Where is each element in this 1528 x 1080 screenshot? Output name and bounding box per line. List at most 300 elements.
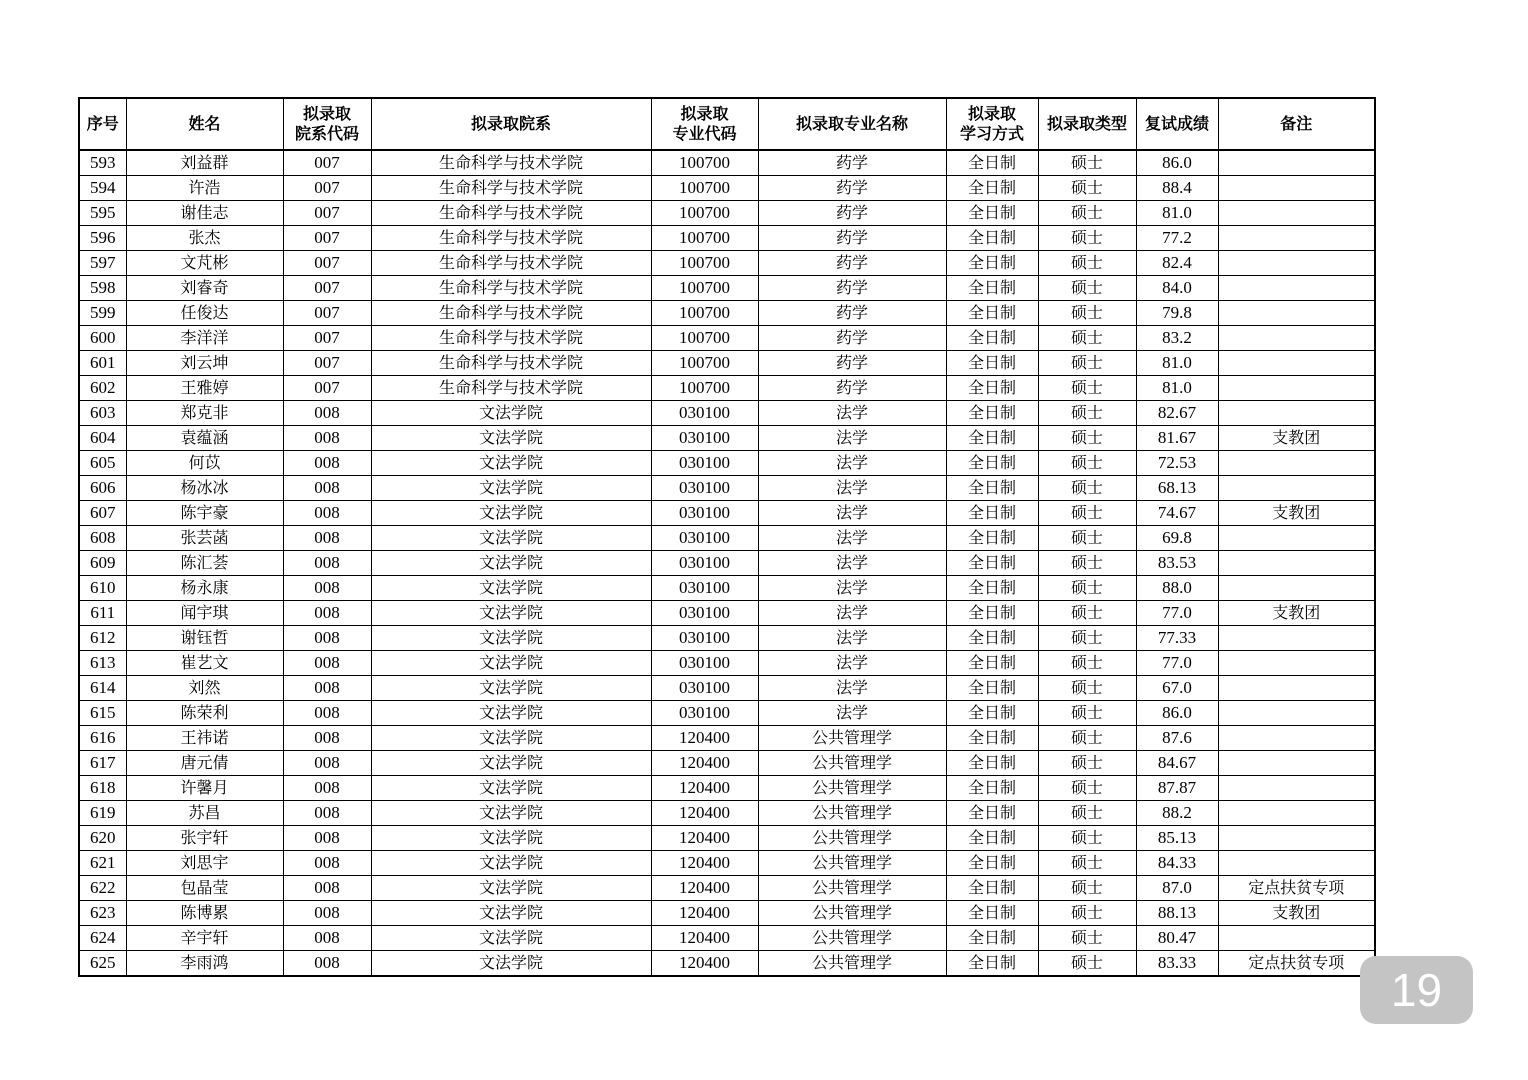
cell-name: 任俊达 xyxy=(126,301,283,326)
cell-seq: 596 xyxy=(79,226,126,251)
cell-dept: 文法学院 xyxy=(371,751,651,776)
cell-name: 杨永康 xyxy=(126,576,283,601)
cell-dept: 生命科学与技术学院 xyxy=(371,326,651,351)
cell-type: 硕士 xyxy=(1038,626,1136,651)
cell-note xyxy=(1218,351,1375,376)
cell-major_code: 030100 xyxy=(651,601,758,626)
cell-type: 硕士 xyxy=(1038,476,1136,501)
table-row xyxy=(79,576,1375,601)
table-row xyxy=(79,801,1375,826)
cell-seq: 619 xyxy=(79,801,126,826)
cell-mode: 全日制 xyxy=(946,150,1038,176)
cell-seq: 621 xyxy=(79,851,126,876)
cell-major_code: 030100 xyxy=(651,401,758,426)
cell-mode: 全日制 xyxy=(946,851,1038,876)
cell-type: 硕士 xyxy=(1038,426,1136,451)
cell-dept: 文法学院 xyxy=(371,501,651,526)
cell-note xyxy=(1218,626,1375,651)
cell-score: 68.13 xyxy=(1136,476,1218,501)
cell-score: 77.0 xyxy=(1136,601,1218,626)
table-row xyxy=(79,701,1375,726)
cell-type: 硕士 xyxy=(1038,326,1136,351)
table-row xyxy=(79,501,1375,526)
cell-dept: 文法学院 xyxy=(371,651,651,676)
cell-mode: 全日制 xyxy=(946,676,1038,701)
cell-seq: 623 xyxy=(79,901,126,926)
cell-dept: 生命科学与技术学院 xyxy=(371,351,651,376)
cell-mode: 全日制 xyxy=(946,376,1038,401)
table-row xyxy=(79,176,1375,201)
cell-major_code: 120400 xyxy=(651,951,758,977)
cell-note xyxy=(1218,451,1375,476)
cell-note xyxy=(1218,376,1375,401)
column-header-score: 复试成绩 xyxy=(1136,98,1218,150)
cell-type: 硕士 xyxy=(1038,776,1136,801)
cell-score: 81.0 xyxy=(1136,351,1218,376)
cell-dept: 文法学院 xyxy=(371,576,651,601)
cell-major: 法学 xyxy=(758,626,946,651)
cell-mode: 全日制 xyxy=(946,876,1038,901)
cell-dept_code: 008 xyxy=(283,726,371,751)
cell-type: 硕士 xyxy=(1038,301,1136,326)
cell-seq: 594 xyxy=(79,176,126,201)
column-header-mode: 拟录取 学习方式 xyxy=(946,98,1038,150)
cell-name: 刘云坤 xyxy=(126,351,283,376)
table-row xyxy=(79,251,1375,276)
cell-type: 硕士 xyxy=(1038,901,1136,926)
cell-dept: 生命科学与技术学院 xyxy=(371,226,651,251)
cell-score: 88.0 xyxy=(1136,576,1218,601)
cell-name: 陈荣利 xyxy=(126,701,283,726)
cell-mode: 全日制 xyxy=(946,426,1038,451)
cell-score: 86.0 xyxy=(1136,150,1218,176)
cell-type: 硕士 xyxy=(1038,601,1136,626)
cell-type: 硕士 xyxy=(1038,226,1136,251)
cell-dept: 生命科学与技术学院 xyxy=(371,176,651,201)
table-row xyxy=(79,401,1375,426)
cell-mode: 全日制 xyxy=(946,551,1038,576)
cell-major: 法学 xyxy=(758,651,946,676)
cell-dept: 文法学院 xyxy=(371,701,651,726)
column-header-note: 备注 xyxy=(1218,98,1375,150)
cell-major: 法学 xyxy=(758,451,946,476)
cell-mode: 全日制 xyxy=(946,301,1038,326)
cell-dept_code: 008 xyxy=(283,776,371,801)
cell-major: 药学 xyxy=(758,226,946,251)
cell-seq: 598 xyxy=(79,276,126,301)
cell-note xyxy=(1218,776,1375,801)
cell-name: 王雅婷 xyxy=(126,376,283,401)
table-row xyxy=(79,276,1375,301)
cell-major_code: 100700 xyxy=(651,351,758,376)
cell-score: 82.4 xyxy=(1136,251,1218,276)
cell-name: 王祎诺 xyxy=(126,726,283,751)
cell-major: 药学 xyxy=(758,251,946,276)
cell-major: 法学 xyxy=(758,401,946,426)
cell-type: 硕士 xyxy=(1038,351,1136,376)
cell-note xyxy=(1218,276,1375,301)
cell-major: 法学 xyxy=(758,601,946,626)
cell-mode: 全日制 xyxy=(946,351,1038,376)
cell-dept_code: 008 xyxy=(283,676,371,701)
cell-note xyxy=(1218,226,1375,251)
cell-major: 药学 xyxy=(758,351,946,376)
cell-score: 81.0 xyxy=(1136,201,1218,226)
cell-dept_code: 008 xyxy=(283,451,371,476)
cell-note xyxy=(1218,751,1375,776)
cell-type: 硕士 xyxy=(1038,501,1136,526)
cell-seq: 605 xyxy=(79,451,126,476)
cell-dept: 文法学院 xyxy=(371,951,651,977)
cell-dept_code: 008 xyxy=(283,601,371,626)
cell-dept: 文法学院 xyxy=(371,926,651,951)
cell-dept_code: 007 xyxy=(283,150,371,176)
cell-dept: 文法学院 xyxy=(371,551,651,576)
cell-seq: 602 xyxy=(79,376,126,401)
cell-score: 85.13 xyxy=(1136,826,1218,851)
cell-seq: 595 xyxy=(79,201,126,226)
cell-dept_code: 008 xyxy=(283,751,371,776)
table-body xyxy=(79,150,1375,976)
cell-major: 公共管理学 xyxy=(758,901,946,926)
cell-dept_code: 007 xyxy=(283,226,371,251)
cell-mode: 全日制 xyxy=(946,176,1038,201)
cell-major: 法学 xyxy=(758,426,946,451)
cell-major_code: 100700 xyxy=(651,251,758,276)
cell-dept_code: 008 xyxy=(283,826,371,851)
cell-major_code: 100700 xyxy=(651,376,758,401)
cell-type: 硕士 xyxy=(1038,726,1136,751)
table-row xyxy=(79,751,1375,776)
table-row xyxy=(79,551,1375,576)
cell-dept_code: 008 xyxy=(283,651,371,676)
table-row xyxy=(79,451,1375,476)
cell-dept: 文法学院 xyxy=(371,801,651,826)
table-row xyxy=(79,626,1375,651)
cell-seq: 612 xyxy=(79,626,126,651)
cell-type: 硕士 xyxy=(1038,401,1136,426)
cell-score: 81.0 xyxy=(1136,376,1218,401)
table-row xyxy=(79,150,1375,176)
cell-seq: 607 xyxy=(79,501,126,526)
cell-type: 硕士 xyxy=(1038,851,1136,876)
cell-score: 83.2 xyxy=(1136,326,1218,351)
cell-dept_code: 007 xyxy=(283,176,371,201)
table-row xyxy=(79,876,1375,901)
cell-name: 郑克非 xyxy=(126,401,283,426)
cell-dept_code: 007 xyxy=(283,251,371,276)
cell-major: 药学 xyxy=(758,276,946,301)
cell-score: 82.67 xyxy=(1136,401,1218,426)
cell-note xyxy=(1218,526,1375,551)
cell-seq: 617 xyxy=(79,751,126,776)
cell-dept: 文法学院 xyxy=(371,626,651,651)
cell-dept: 生命科学与技术学院 xyxy=(371,150,651,176)
cell-name: 张杰 xyxy=(126,226,283,251)
cell-name: 文芃彬 xyxy=(126,251,283,276)
cell-major_code: 120400 xyxy=(651,901,758,926)
cell-major_code: 100700 xyxy=(651,226,758,251)
cell-major_code: 030100 xyxy=(651,526,758,551)
cell-seq: 604 xyxy=(79,426,126,451)
cell-seq: 608 xyxy=(79,526,126,551)
cell-major_code: 120400 xyxy=(651,851,758,876)
cell-score: 79.8 xyxy=(1136,301,1218,326)
cell-note xyxy=(1218,551,1375,576)
cell-score: 84.33 xyxy=(1136,851,1218,876)
table-row xyxy=(79,726,1375,751)
cell-name: 辛宇轩 xyxy=(126,926,283,951)
cell-score: 88.2 xyxy=(1136,801,1218,826)
cell-mode: 全日制 xyxy=(946,276,1038,301)
column-header-seq: 序号 xyxy=(79,98,126,150)
cell-dept_code: 007 xyxy=(283,326,371,351)
cell-dept_code: 008 xyxy=(283,576,371,601)
cell-note xyxy=(1218,926,1375,951)
table-row xyxy=(79,526,1375,551)
cell-major_code: 030100 xyxy=(651,626,758,651)
cell-dept: 文法学院 xyxy=(371,901,651,926)
cell-dept_code: 008 xyxy=(283,551,371,576)
cell-name: 刘益群 xyxy=(126,150,283,176)
cell-score: 87.87 xyxy=(1136,776,1218,801)
cell-dept: 文法学院 xyxy=(371,526,651,551)
cell-major_code: 030100 xyxy=(651,651,758,676)
cell-score: 77.2 xyxy=(1136,226,1218,251)
cell-dept_code: 008 xyxy=(283,476,371,501)
admission-table xyxy=(78,97,1376,977)
cell-name: 谢钰哲 xyxy=(126,626,283,651)
cell-dept_code: 007 xyxy=(283,276,371,301)
cell-type: 硕士 xyxy=(1038,251,1136,276)
cell-note xyxy=(1218,251,1375,276)
cell-major_code: 120400 xyxy=(651,776,758,801)
cell-seq: 615 xyxy=(79,701,126,726)
cell-mode: 全日制 xyxy=(946,801,1038,826)
cell-major_code: 120400 xyxy=(651,726,758,751)
cell-seq: 599 xyxy=(79,301,126,326)
table-row xyxy=(79,201,1375,226)
cell-dept: 文法学院 xyxy=(371,601,651,626)
cell-seq: 613 xyxy=(79,651,126,676)
cell-note xyxy=(1218,301,1375,326)
cell-seq: 616 xyxy=(79,726,126,751)
cell-major_code: 030100 xyxy=(651,701,758,726)
cell-mode: 全日制 xyxy=(946,576,1038,601)
cell-major: 公共管理学 xyxy=(758,926,946,951)
table-row xyxy=(79,226,1375,251)
cell-mode: 全日制 xyxy=(946,701,1038,726)
table-row xyxy=(79,826,1375,851)
cell-type: 硕士 xyxy=(1038,951,1136,977)
cell-score: 69.8 xyxy=(1136,526,1218,551)
cell-name: 刘思宇 xyxy=(126,851,283,876)
cell-mode: 全日制 xyxy=(946,526,1038,551)
table-row xyxy=(79,651,1375,676)
table-row xyxy=(79,676,1375,701)
cell-score: 74.67 xyxy=(1136,501,1218,526)
cell-score: 86.0 xyxy=(1136,701,1218,726)
cell-type: 硕士 xyxy=(1038,176,1136,201)
cell-name: 陈宇豪 xyxy=(126,501,283,526)
cell-dept_code: 008 xyxy=(283,526,371,551)
cell-seq: 597 xyxy=(79,251,126,276)
cell-seq: 622 xyxy=(79,876,126,901)
cell-note xyxy=(1218,701,1375,726)
table-row xyxy=(79,901,1375,926)
cell-type: 硕士 xyxy=(1038,150,1136,176)
cell-name: 包晶莹 xyxy=(126,876,283,901)
cell-note xyxy=(1218,176,1375,201)
cell-major_code: 030100 xyxy=(651,426,758,451)
cell-type: 硕士 xyxy=(1038,701,1136,726)
cell-seq: 603 xyxy=(79,401,126,426)
cell-score: 87.6 xyxy=(1136,726,1218,751)
cell-dept: 生命科学与技术学院 xyxy=(371,201,651,226)
cell-mode: 全日制 xyxy=(946,951,1038,977)
cell-type: 硕士 xyxy=(1038,751,1136,776)
cell-type: 硕士 xyxy=(1038,376,1136,401)
cell-note xyxy=(1218,476,1375,501)
cell-score: 83.53 xyxy=(1136,551,1218,576)
cell-major: 药学 xyxy=(758,201,946,226)
column-header-major: 拟录取专业名称 xyxy=(758,98,946,150)
cell-mode: 全日制 xyxy=(946,326,1038,351)
table-row xyxy=(79,926,1375,951)
cell-major_code: 120400 xyxy=(651,801,758,826)
cell-note: 支教团 xyxy=(1218,601,1375,626)
table-row xyxy=(79,476,1375,501)
cell-type: 硕士 xyxy=(1038,926,1136,951)
cell-dept_code: 008 xyxy=(283,951,371,977)
cell-dept: 文法学院 xyxy=(371,851,651,876)
cell-major: 法学 xyxy=(758,576,946,601)
cell-name: 陈汇荟 xyxy=(126,551,283,576)
cell-seq: 601 xyxy=(79,351,126,376)
cell-dept: 文法学院 xyxy=(371,826,651,851)
cell-dept_code: 007 xyxy=(283,376,371,401)
table-row xyxy=(79,851,1375,876)
cell-mode: 全日制 xyxy=(946,226,1038,251)
cell-dept_code: 008 xyxy=(283,701,371,726)
cell-mode: 全日制 xyxy=(946,626,1038,651)
cell-note: 定点扶贫专项 xyxy=(1218,876,1375,901)
cell-dept: 文法学院 xyxy=(371,451,651,476)
cell-type: 硕士 xyxy=(1038,201,1136,226)
cell-type: 硕士 xyxy=(1038,801,1136,826)
cell-major: 公共管理学 xyxy=(758,726,946,751)
column-header-type: 拟录取类型 xyxy=(1038,98,1136,150)
cell-note xyxy=(1218,851,1375,876)
cell-score: 84.0 xyxy=(1136,276,1218,301)
cell-score: 83.33 xyxy=(1136,951,1218,977)
cell-name: 李洋洋 xyxy=(126,326,283,351)
cell-seq: 606 xyxy=(79,476,126,501)
cell-dept_code: 007 xyxy=(283,351,371,376)
table-row xyxy=(79,326,1375,351)
cell-seq: 609 xyxy=(79,551,126,576)
cell-score: 81.67 xyxy=(1136,426,1218,451)
cell-type: 硕士 xyxy=(1038,876,1136,901)
cell-note xyxy=(1218,801,1375,826)
cell-type: 硕士 xyxy=(1038,451,1136,476)
cell-major: 公共管理学 xyxy=(758,876,946,901)
table-row xyxy=(79,426,1375,451)
cell-seq: 600 xyxy=(79,326,126,351)
cell-dept: 文法学院 xyxy=(371,401,651,426)
cell-mode: 全日制 xyxy=(946,776,1038,801)
cell-name: 何苡 xyxy=(126,451,283,476)
cell-major: 药学 xyxy=(758,176,946,201)
cell-type: 硕士 xyxy=(1038,651,1136,676)
cell-name: 袁蕴涵 xyxy=(126,426,283,451)
cell-score: 77.33 xyxy=(1136,626,1218,651)
cell-dept: 生命科学与技术学院 xyxy=(371,376,651,401)
cell-major: 法学 xyxy=(758,476,946,501)
cell-dept_code: 008 xyxy=(283,426,371,451)
cell-major: 公共管理学 xyxy=(758,801,946,826)
cell-type: 硕士 xyxy=(1038,526,1136,551)
cell-name: 李雨鸿 xyxy=(126,951,283,977)
cell-major: 法学 xyxy=(758,701,946,726)
table-row xyxy=(79,951,1375,977)
cell-name: 陈博累 xyxy=(126,901,283,926)
page-number-badge: 19 xyxy=(1360,956,1473,1024)
cell-mode: 全日制 xyxy=(946,726,1038,751)
cell-note: 支教团 xyxy=(1218,901,1375,926)
cell-dept: 文法学院 xyxy=(371,476,651,501)
cell-major: 公共管理学 xyxy=(758,776,946,801)
cell-score: 80.47 xyxy=(1136,926,1218,951)
cell-major_code: 030100 xyxy=(651,551,758,576)
cell-major: 公共管理学 xyxy=(758,951,946,977)
table-row xyxy=(79,351,1375,376)
cell-major_code: 120400 xyxy=(651,876,758,901)
cell-type: 硕士 xyxy=(1038,826,1136,851)
cell-seq: 624 xyxy=(79,926,126,951)
table-row xyxy=(79,301,1375,326)
cell-major: 法学 xyxy=(758,551,946,576)
cell-seq: 593 xyxy=(79,150,126,176)
cell-dept_code: 008 xyxy=(283,876,371,901)
column-header-name: 姓名 xyxy=(126,98,283,150)
cell-dept_code: 008 xyxy=(283,401,371,426)
table-row xyxy=(79,376,1375,401)
cell-score: 88.4 xyxy=(1136,176,1218,201)
cell-note: 定点扶贫专项 xyxy=(1218,951,1375,977)
cell-note xyxy=(1218,651,1375,676)
cell-dept_code: 008 xyxy=(283,851,371,876)
cell-major_code: 030100 xyxy=(651,501,758,526)
cell-major: 药学 xyxy=(758,150,946,176)
cell-dept_code: 008 xyxy=(283,901,371,926)
cell-name: 刘然 xyxy=(126,676,283,701)
cell-mode: 全日制 xyxy=(946,251,1038,276)
column-header-major_code: 拟录取 专业代码 xyxy=(651,98,758,150)
cell-dept: 文法学院 xyxy=(371,426,651,451)
cell-name: 苏昌 xyxy=(126,801,283,826)
cell-dept_code: 008 xyxy=(283,626,371,651)
cell-major: 公共管理学 xyxy=(758,751,946,776)
cell-mode: 全日制 xyxy=(946,451,1038,476)
cell-mode: 全日制 xyxy=(946,751,1038,776)
cell-type: 硕士 xyxy=(1038,676,1136,701)
cell-dept_code: 008 xyxy=(283,926,371,951)
cell-note xyxy=(1218,326,1375,351)
cell-dept_code: 008 xyxy=(283,801,371,826)
cell-dept: 生命科学与技术学院 xyxy=(371,276,651,301)
cell-major: 药学 xyxy=(758,376,946,401)
